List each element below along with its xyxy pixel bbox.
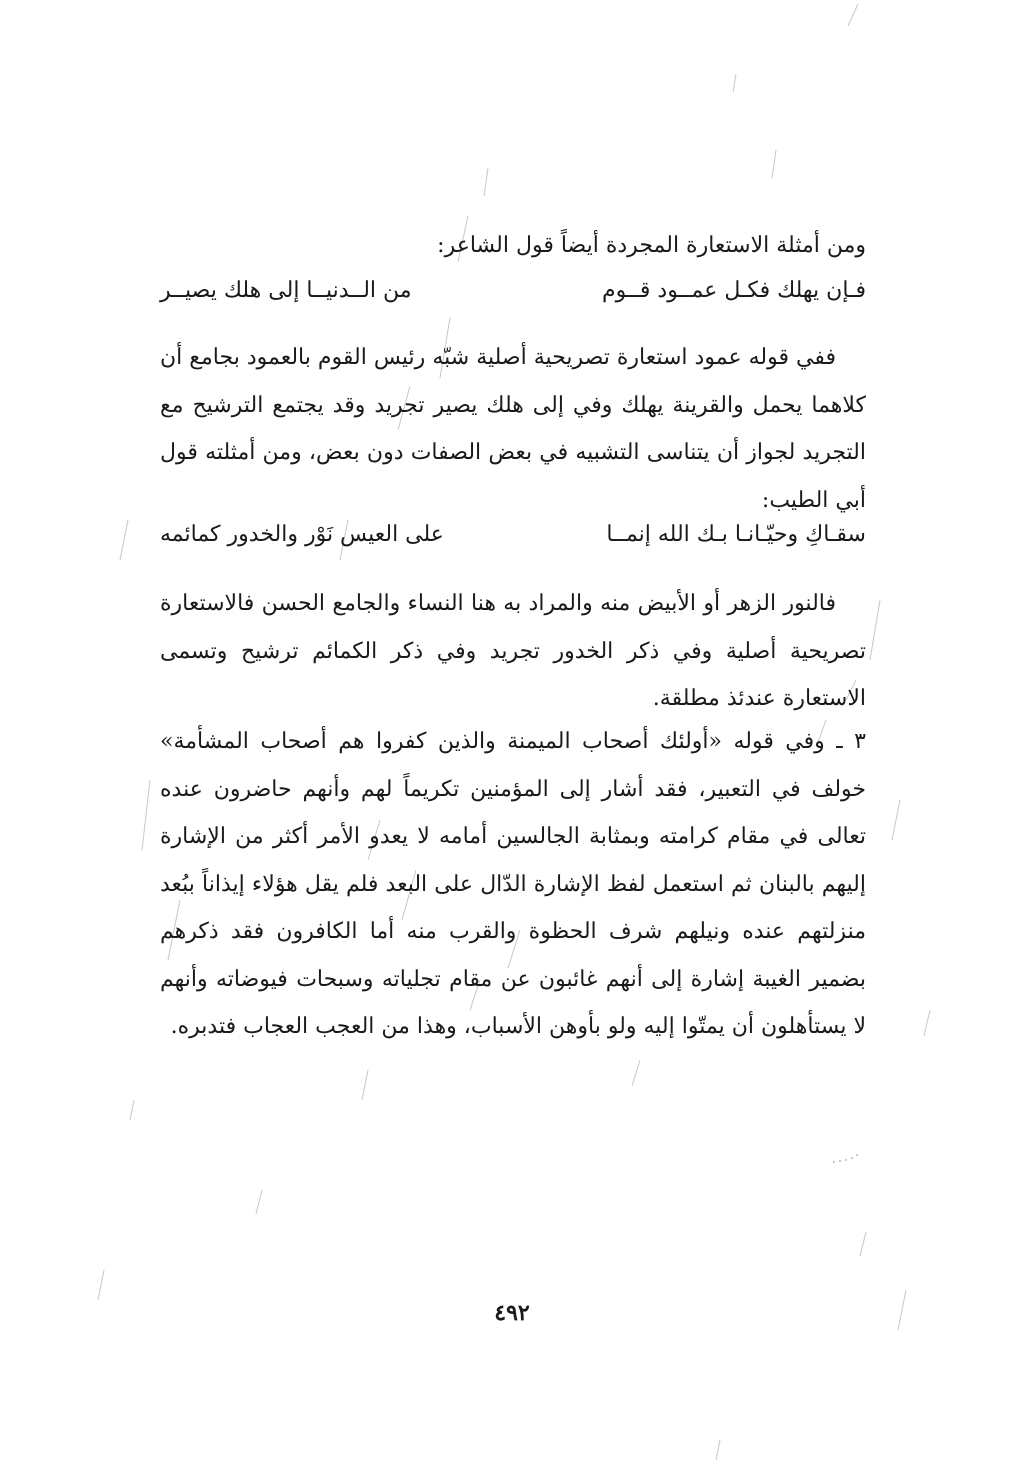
paragraph-2: فالنور الزهر أو الأبيض منه والمراد به هنا النساء والجامع الحسن فالاستعارة تصريحية أصلية وفي ذكر الخدور تجريد وفي ذكر الكمائم ترشيح وتسمى الاستعارة عندئذ مطلقة. bbox=[160, 591, 866, 711]
verse-1-first-hemistich: فـإن يهلك فكـل عمــود قــوم bbox=[602, 278, 866, 303]
verse-2-second-hemistich: على العيس نَوْر والخدور كمائمه bbox=[160, 522, 444, 547]
verse-1-second-hemistich: من الــدنيــا إلى هلك يصيــر bbox=[160, 278, 412, 303]
verse-2-first-hemistich: سقـاكِ وحيّـانـا بـك الله إنمــا bbox=[606, 522, 866, 547]
paragraph-1: ففي قوله عمود استعارة تصريحية أصلية شبّه رئيس القوم بالعمود بجامع أن كلاهما يحمل والقرينة يهلك وفي إلى هلك يصير تجريد وقد يجتمع الترشيح مع التجريد لجواز أن يتناسى التشبيه في بعض الصفات دون بعض، ومن أمثلته قول أبي الطيب: bbox=[160, 345, 866, 513]
intro-line: ومن أمثلة الاستعارة المجردة أيضاً قول الشاعر: bbox=[437, 233, 866, 258]
verse-1 bbox=[160, 278, 866, 318]
page-number: ٤٩٢ bbox=[494, 1300, 530, 1326]
verse-2 bbox=[160, 522, 866, 562]
paragraph-3: ٣ ـ وفي قوله «أولئك أصحاب الميمنة والذين كفروا هم أصحاب المشأمة» خولف في التعبير، فقد أشار إلى المؤمنين تكريماً لهم وأنهم حاضرون عنده تعالى في مقام كرامته وبمثابة الجالسين أمامه لا يعدو الأمر أكثر من الإشارة إليهم بالبنان ثم استعمل لفظ الإشارة الدّال على البعد فلم يقل هؤلاء إيذاناً ببُعد منزلتهم عنده ونيلهم شرف الحظوة والقرب منه أما الكافرون فقد ذكرهم بضمير الغيبة إشارة إلى أنهم غائبون عن مقام تجلياته وسبحات فيوضاته وأنهم لا يستأهلون أن يمتّوا إليه ولو بأوهن الأسباب، وهذا من العجب العجاب فتدبره. bbox=[160, 729, 867, 1039]
